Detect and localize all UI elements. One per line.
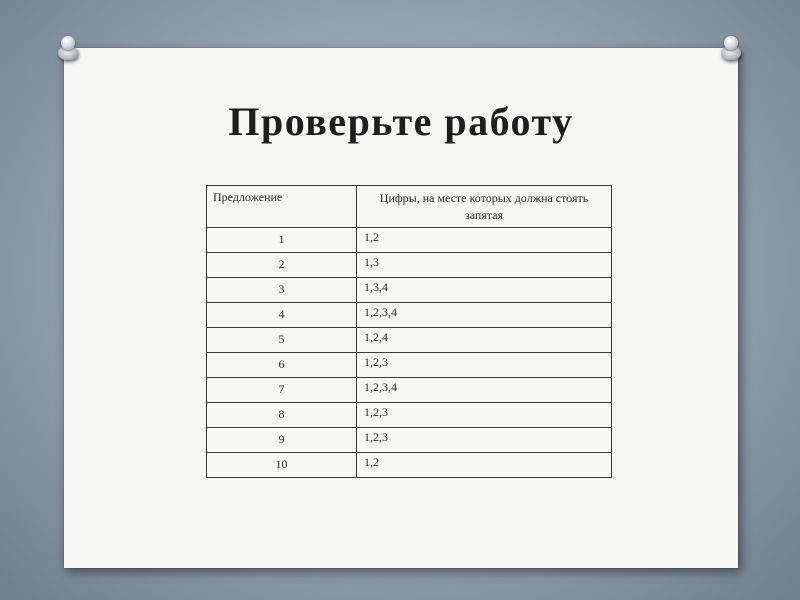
row-digits: 1,3 — [357, 253, 612, 278]
pushpin-right-icon — [721, 36, 741, 62]
row-digits: 1,2,3 — [357, 403, 612, 428]
table-row — [207, 378, 612, 403]
table-row — [207, 253, 612, 278]
row-digits: 1,2,3,4 — [357, 378, 612, 403]
row-number: 4 — [207, 303, 357, 328]
row-number: 9 — [207, 428, 357, 453]
row-number: 8 — [207, 403, 357, 428]
table-row — [207, 328, 612, 353]
row-number: 7 — [207, 378, 357, 403]
header-sentence: Предложение — [207, 186, 357, 228]
pushpin-head — [724, 36, 738, 50]
row-number: 2 — [207, 253, 357, 278]
pushpin-head — [61, 36, 75, 50]
table-row — [207, 303, 612, 328]
table-row — [207, 403, 612, 428]
row-number: 10 — [207, 453, 357, 478]
table-row — [207, 228, 612, 253]
row-number: 3 — [207, 278, 357, 303]
slide-title: Проверьте работу — [228, 99, 574, 144]
table-row — [207, 278, 612, 303]
table-row — [207, 453, 612, 478]
row-digits: 1,2,3 — [357, 428, 612, 453]
row-digits: 1,2 — [357, 453, 612, 478]
row-number: 5 — [207, 328, 357, 353]
answers-table — [206, 185, 612, 478]
row-digits: 1,3,4 — [357, 278, 612, 303]
header-digits: Цифры, на месте которых должна стоять запятая — [357, 186, 612, 228]
table-header-row — [207, 186, 612, 228]
row-number: 6 — [207, 353, 357, 378]
pushpin-left-icon — [58, 36, 78, 62]
row-digits: 1,2,3,4 — [357, 303, 612, 328]
table-row — [207, 353, 612, 378]
row-digits: 1,2,4 — [357, 328, 612, 353]
table-row — [207, 428, 612, 453]
row-number: 1 — [207, 228, 357, 253]
row-digits: 1,2 — [357, 228, 612, 253]
row-digits: 1,2,3 — [357, 353, 612, 378]
